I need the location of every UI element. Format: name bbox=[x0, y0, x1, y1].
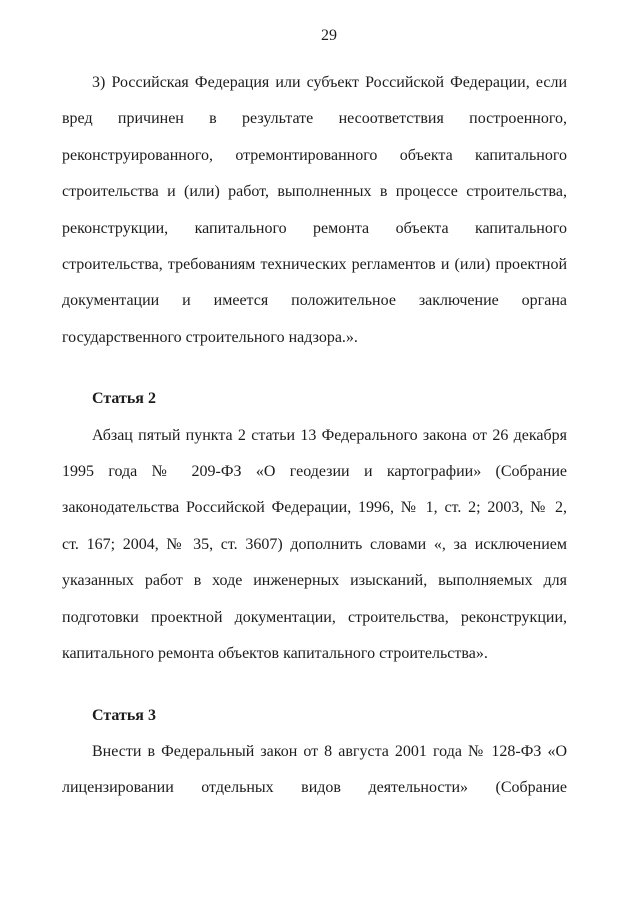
page-number: 29 bbox=[321, 27, 337, 44]
article-heading: Статья 3 bbox=[92, 706, 156, 724]
text-line: реконструкции, капитального ремонта объекта капитального bbox=[62, 219, 567, 237]
document-content bbox=[62, 65, 567, 807]
text-line: ст. 167; 2004, № 35, ст. 3607) дополнить словами «, за исключением bbox=[62, 535, 567, 553]
text-line: подготовки проектной документации, строительства, реконструкции, bbox=[62, 608, 567, 626]
paragraph bbox=[62, 65, 567, 356]
text-line: строительства и (или) работ, выполненных в процессе строительства, bbox=[62, 183, 567, 201]
paragraph bbox=[62, 418, 567, 673]
text-line: строительства, требованиям технических регламентов и (или) проектной bbox=[62, 256, 567, 274]
text-line: указанных работ в ходе инженерных изысканий, выполняемых для bbox=[62, 572, 567, 590]
text-line: 3) Российская Федерация или субъект Российской Федерации, если bbox=[92, 74, 567, 91]
text-line: лицензировании отдельных видов деятельности» (Собрание bbox=[62, 779, 567, 797]
article-heading: Статья 2 bbox=[92, 390, 156, 408]
text-line: реконструированного, отремонтированного объекта капитального bbox=[62, 146, 567, 164]
text-line: вред причинен в результате несоответствия построенного, bbox=[62, 110, 567, 128]
text-line: 1995 года № 209-ФЗ «О геодезии и картографии» (Собрание bbox=[62, 463, 567, 481]
text-line: Внести в Федеральный закон от 8 августа 2001 года № 128-ФЗ «О bbox=[92, 742, 567, 760]
text-line: документации и имеется положительное заключение органа bbox=[62, 292, 567, 310]
text-line: законодательства Российской Федерации, 1996, № 1, ст. 2; 2003, № 2, bbox=[62, 499, 567, 517]
text-line: Абзац пятый пункта 2 статьи 13 Федерального закона от 26 декабря bbox=[92, 426, 567, 444]
text-line: государственного строительного надзора.». bbox=[62, 328, 358, 346]
paragraph bbox=[62, 734, 567, 807]
text-line: капитального ремонта объектов капитального строительства». bbox=[62, 645, 488, 663]
